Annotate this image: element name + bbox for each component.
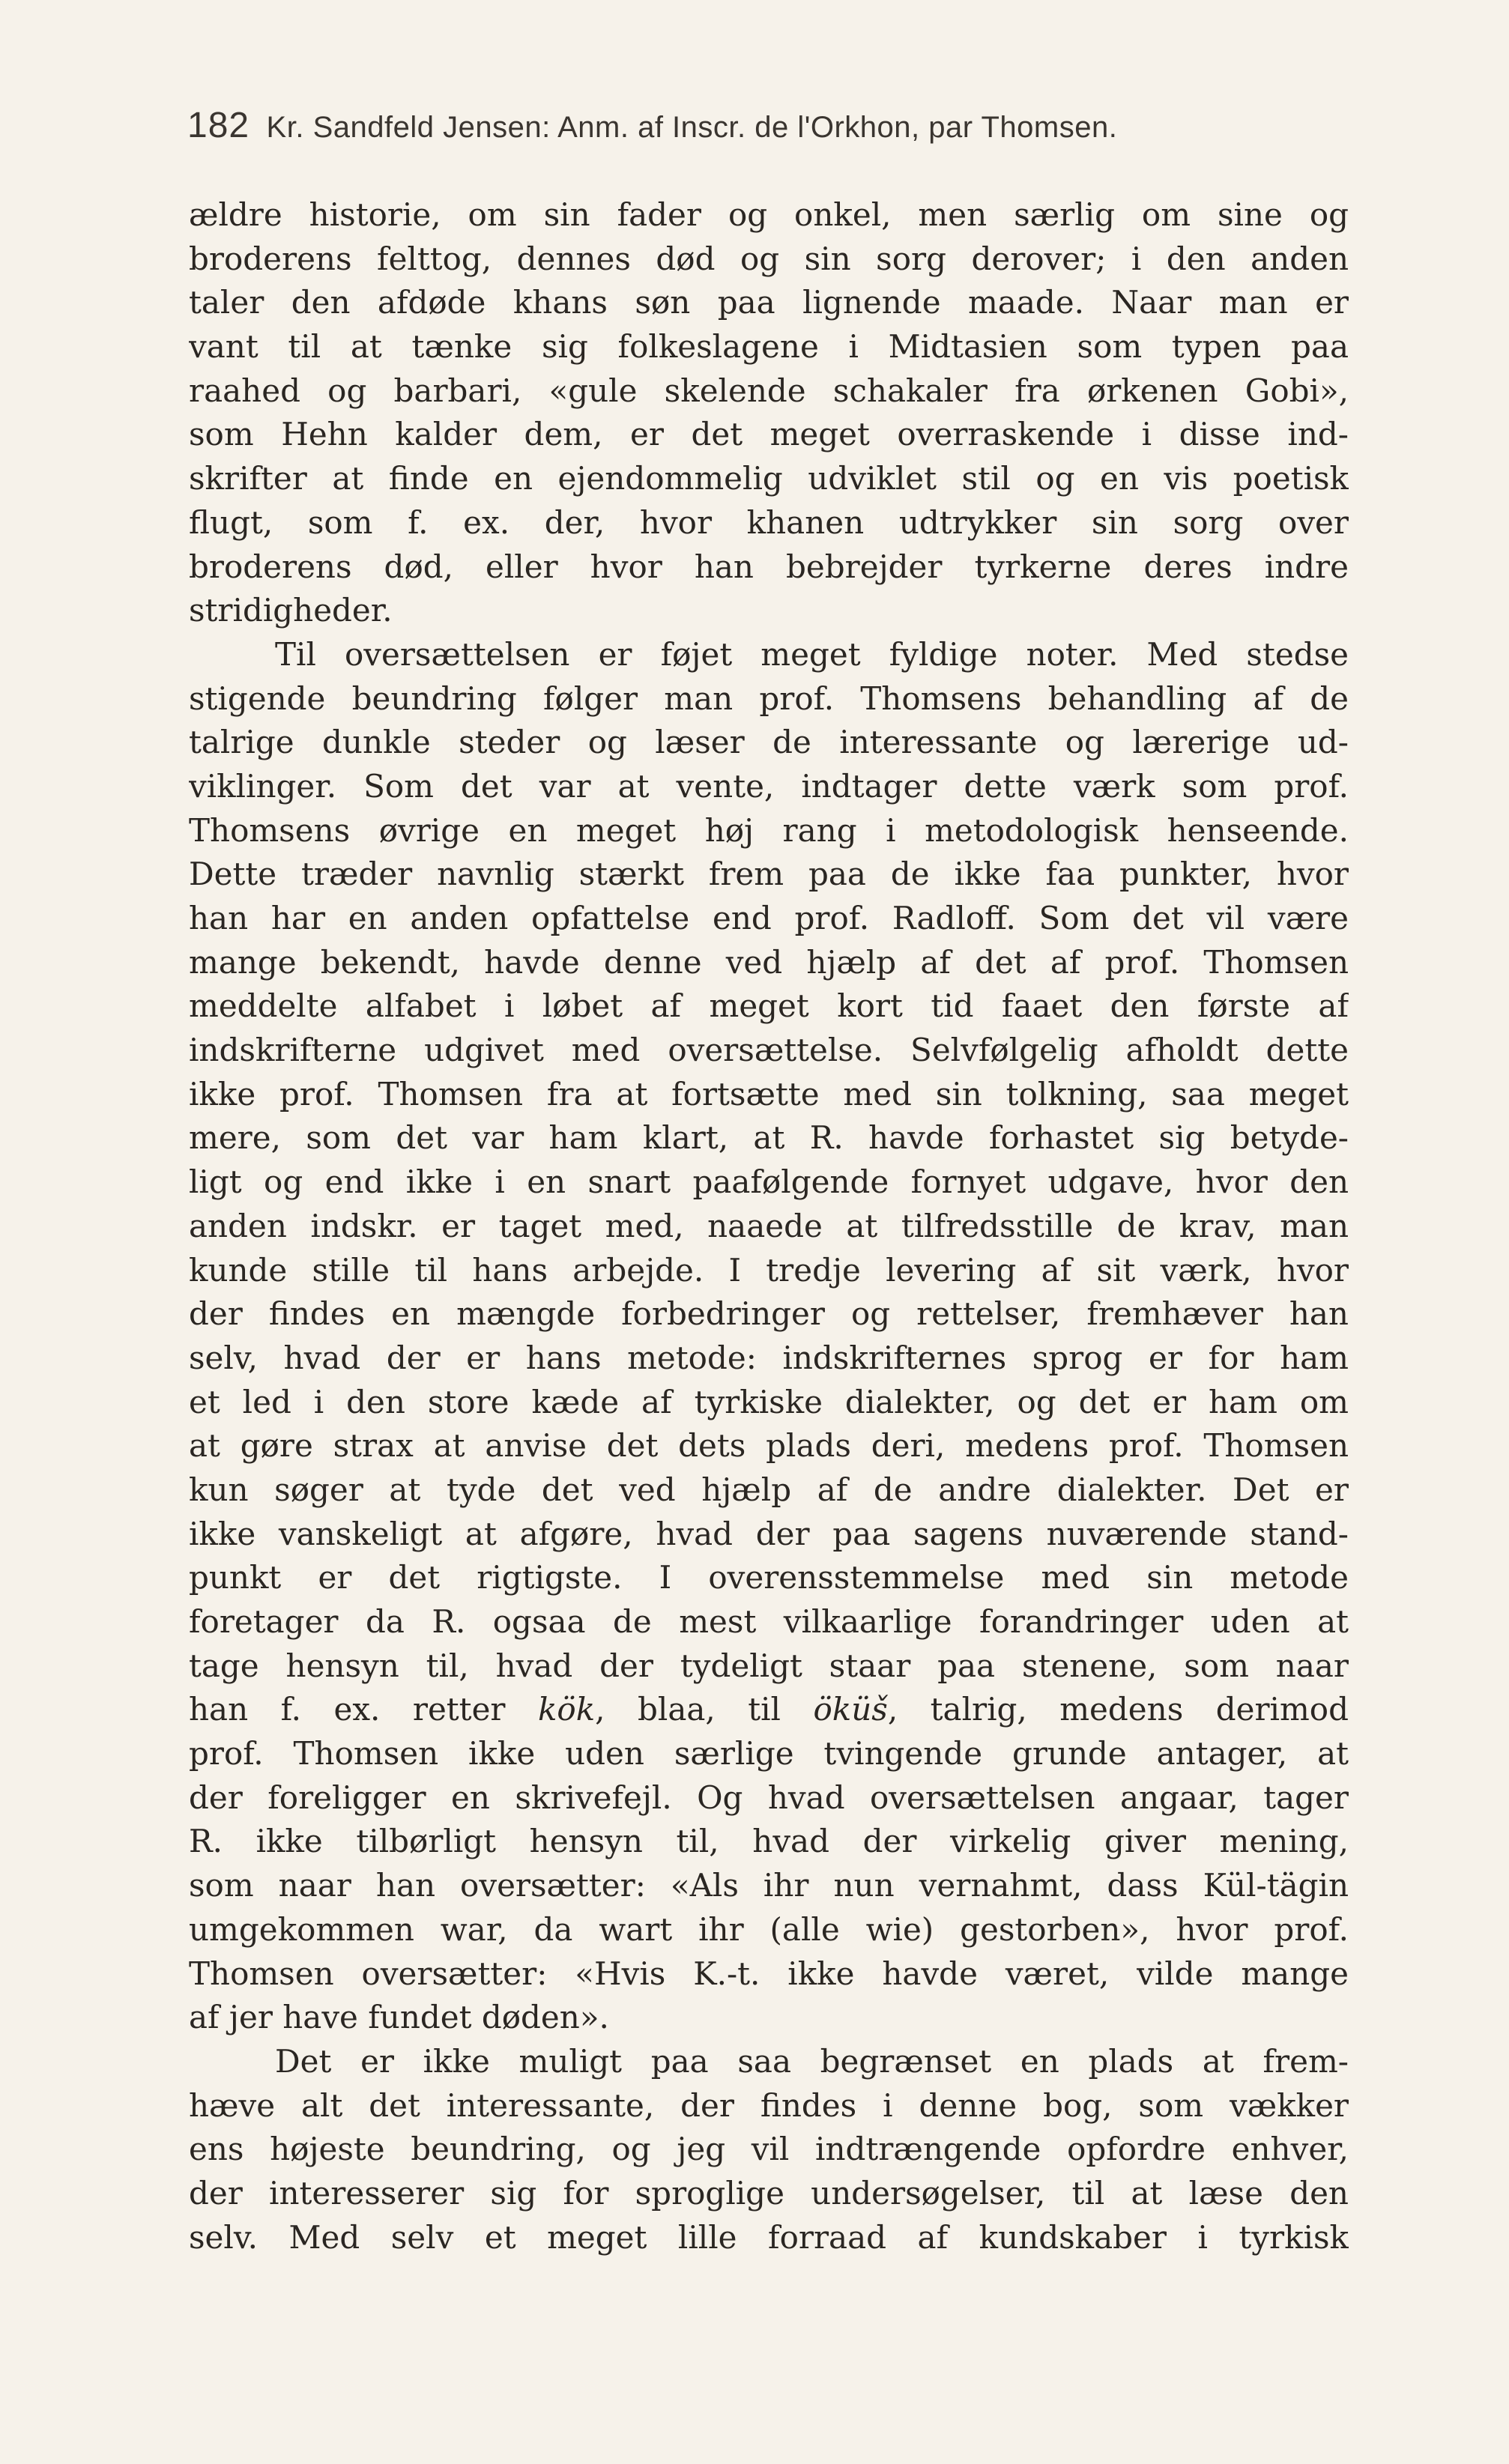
text-line: mere, som det var ham klart, at R. havde forhastet sig betyde- xyxy=(189,1119,1349,1157)
text-line: taler den afdøde khans søn paa lignende maade. Naar man er xyxy=(189,284,1349,321)
text-line: ikke vanskeligt at afgøre, hvad der paa sagens nuværende stand- xyxy=(189,1515,1349,1552)
text-line: ikke prof. Thomsen fra at fortsætte med sin tolkning, saa meget xyxy=(189,1075,1349,1113)
text-line: at gøre strax at anvise det dets plads deri, medens prof. Thomsen xyxy=(189,1427,1349,1465)
text-line: R. ikke tilbørligt hensyn til, hvad der virkelig giver mening, xyxy=(189,1823,1349,1860)
text-line: flugt, som f. ex. der, hvor khanen udtrykker sin sorg over xyxy=(189,503,1349,541)
text-line: kun søger at tyde det ved hjælp af de andre dialekter. Det er xyxy=(189,1471,1349,1508)
text-line-with-italics xyxy=(189,1688,1349,1732)
text-line: Thomsens øvrige en meget høj rang i metodologisk henseende. xyxy=(189,811,1349,849)
text-line: som naar han oversætter: «Als ihr nun vernahmt, dass Kül-tägin xyxy=(189,1867,1349,1904)
text-line: ligt og end ikke i en snart paafølgende fornyet udgave, hvor den xyxy=(189,1163,1349,1201)
paragraph-end-line: stridigheder. xyxy=(189,592,393,629)
text-line: kunde stille til hans arbejde. I tredje levering af sit værk, hvor xyxy=(189,1251,1349,1289)
text-line: vant til at tænke sig folkeslagene i Midtasien som typen paa xyxy=(189,328,1349,366)
text-line: punkt er det rigtigste. I overensstemmelse med sin metode xyxy=(189,1559,1349,1596)
text-line: der findes en mængde forbedringer og rettelser, fremhæver han xyxy=(189,1295,1349,1333)
page-number: 182 xyxy=(187,106,250,145)
italic-word: kök xyxy=(537,1691,596,1728)
text-line: stigende beundring følger man prof. Thomsens behandling af de xyxy=(189,679,1349,717)
text-line: umgekommen war, da wart ihr (alle wie) gestorben», hvor prof. xyxy=(189,1910,1349,1948)
text-line: Thomsen oversætter: «Hvis K.-t. ikke havde været, vilde mange xyxy=(189,1955,1349,1992)
running-header xyxy=(187,105,1356,150)
body-text xyxy=(189,193,1349,2259)
text-line: Dette træder navnlig stærkt frem paa de ikke faa punkter, hvor xyxy=(189,856,1349,893)
text-line: indskrifterne udgivet med oversættelse. Selvfølgelig afholdt dette xyxy=(189,1032,1349,1069)
text-line: raahed og barbari, «gule skelende schakaler fra ørkenen Gobi», xyxy=(189,372,1349,409)
text-line: broderens død, eller hvor han bebrejder tyrkerne deres indre xyxy=(189,548,1349,585)
italic-word: öküš xyxy=(813,1691,888,1728)
text-line: foretager da R. ogsaa de mest vilkaarlige forandringer uden at xyxy=(189,1603,1349,1640)
text-line: broderens felttog, dennes død og sin sorg derover; i den anden xyxy=(189,240,1349,277)
text-line: hæve alt det interessante, der findes i denne bog, som vækker xyxy=(189,2086,1349,2124)
paragraph-end-line: af jer have fundet døden». xyxy=(189,1999,609,2036)
text-line: ens højeste beundring, og jeg vil indtrængende opfordre enhver, xyxy=(189,2131,1349,2168)
text-line: mange bekendt, havde denne ved hjælp af det af prof. Thomsen xyxy=(189,943,1349,981)
text-line: der interesserer sig for sproglige undersøgelser, til at læse den xyxy=(189,2174,1349,2212)
text-line: ældre historie, om sin fader og onkel, men særlig om sine og xyxy=(189,196,1349,233)
text-line: viklinger. Som det var at vente, indtager dette værk som prof. xyxy=(189,767,1349,805)
text-span: , blaa, til xyxy=(595,1691,814,1728)
paragraph-start-line: Det er ikke muligt paa saa begrænset en plads at frem- xyxy=(275,2042,1349,2080)
text-span: , talrig, medens derimod xyxy=(887,1691,1349,1728)
paragraph-start-line: Til oversættelsen er føjet meget fyldige noter. Med stedse xyxy=(275,635,1349,673)
text-line: selv, hvad der er hans metode: indskrifternes sprog er for ham xyxy=(189,1339,1349,1376)
text-line: prof. Thomsen ikke uden særlige tvingende grunde antager, at xyxy=(189,1735,1349,1773)
text-line: som Hehn kalder dem, er det meget overraskende i disse ind- xyxy=(189,416,1349,453)
text-line: talrige dunkle steder og læser de interessante og lærerige ud- xyxy=(189,724,1349,761)
text-line: anden indskr. er taget med, naaede at tilfredsstille de krav, man xyxy=(189,1207,1349,1244)
text-line: der foreligger en skrivefejl. Og hvad oversættelsen angaar, tager xyxy=(189,1779,1349,1816)
text-line: meddelte alfabet i løbet af meget kort tid faaet den første af xyxy=(189,987,1349,1025)
text-span: han f. ex. retter xyxy=(189,1691,538,1728)
text-line: tage hensyn til, hvad der tydeligt staar paa stenene, som naar xyxy=(189,1647,1349,1684)
text-line: selv. Med selv et meget lille forraad af kundskaber i tyrkisk xyxy=(189,2218,1349,2256)
text-line: han har en anden opfattelse end prof. Radloff. Som det vil være xyxy=(189,900,1349,936)
text-line: et led i den store kæde af tyrkiske dialekter, og det er ham om xyxy=(189,1383,1349,1420)
text-line: skrifter at finde en ejendommelig udviklet stil og en vis poetisk xyxy=(189,460,1349,497)
running-title: Kr. Sandfeld Jensen: Anm. af Inscr. de l'Orkhon, par Thomsen. xyxy=(266,111,1118,144)
